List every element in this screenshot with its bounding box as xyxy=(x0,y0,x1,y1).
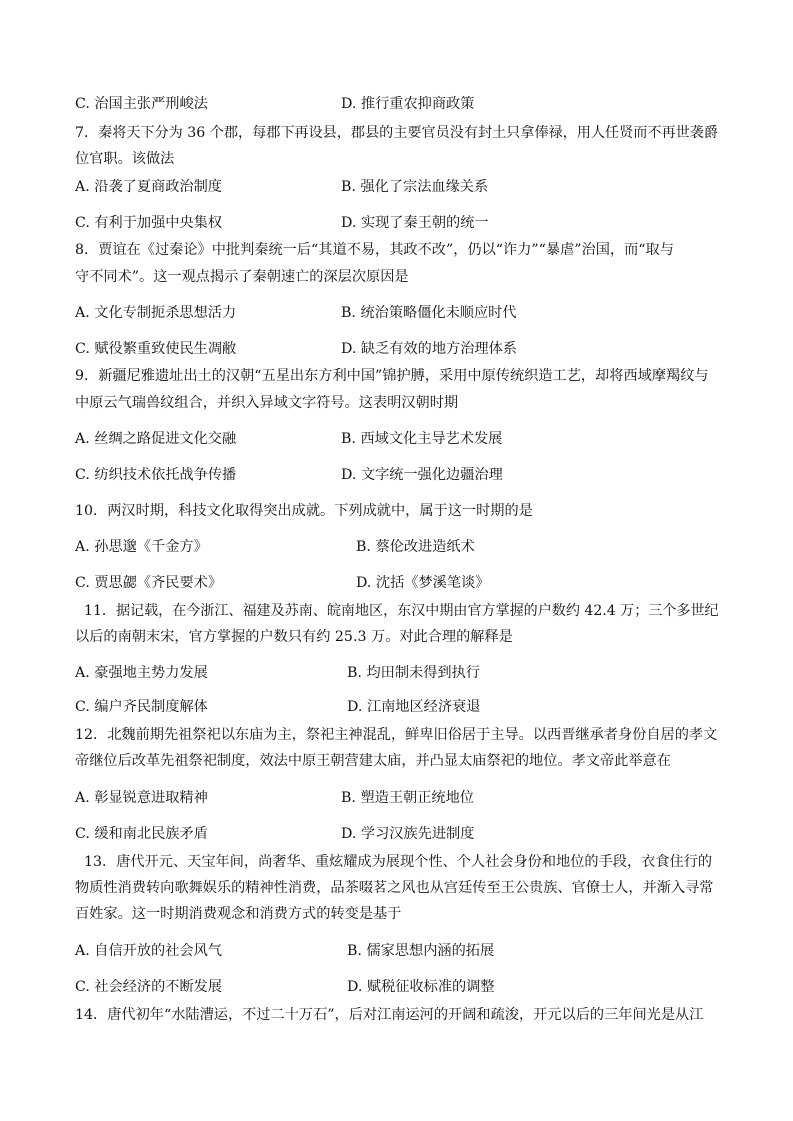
q11-option-c[interactable]: C. 编户齐民制度解体 xyxy=(75,699,208,715)
q8-option-c[interactable]: C. 赋役繁重致使民生凋敝 xyxy=(75,341,237,357)
q13-stem-line-1: 13．唐代开元、天宝年间，尚奢华、重炫耀成为展现个性、个人社会身份和地位的手段，衣食住行的 xyxy=(84,854,713,870)
q7-stem-line-1: 7．秦将天下分为 36 个郡，每郡下再设县，郡县的主要官员没有封土只拿俸禄，用人任贤而不再世袭爵 xyxy=(75,125,718,141)
q10-option-c[interactable]: C. 贾思勰《齐民要术》 xyxy=(75,575,223,591)
q12-stem-line-1: 12．北魏前期先祖祭祀以东庙为主，祭祀主神混乱，鲜卑旧俗居于主导。以西晋继承者身份自居的孝文 xyxy=(75,727,718,743)
q10-stem-line-1: 10．两汉时期，科技文化取得突出成就。下列成就中，属于这一时期的是 xyxy=(75,503,533,519)
q8-option-d[interactable]: D. 缺乏有效的地方治理体系 xyxy=(341,341,517,357)
q8-option-b[interactable]: B. 统治策略僵化未顺应时代 xyxy=(341,305,517,321)
q12-option-d[interactable]: D. 学习汉族先进制度 xyxy=(341,826,475,842)
q12-option-c[interactable]: C. 缓和南北民族矛盾 xyxy=(75,826,208,842)
q8-stem-line-2: 守不同术”。这一观点揭示了秦朝速亡的深层次原因是 xyxy=(75,269,409,285)
q11-option-a[interactable]: A. 豪强地主势力发展 xyxy=(75,665,208,681)
q9-option-b[interactable]: B. 西域文化主导艺术发展 xyxy=(341,431,503,447)
q9-stem-line-2: 中原云气瑞兽纹组合，并织入异域文字符号。这表明汉朝时期 xyxy=(75,395,459,411)
q13-option-d[interactable]: D. 赋税征收标准的调整 xyxy=(347,979,495,995)
q8-option-a[interactable]: A. 文化专制扼杀思想活力 xyxy=(75,305,237,321)
q14-stem-line-1: 14．唐代初年“水陆漕运，不过二十万石”，后对江南运河的开阔和疏浚，开元以后的三年间光是从江 xyxy=(75,1007,704,1023)
q9-option-d[interactable]: D. 文字统一强化边疆治理 xyxy=(341,467,503,483)
q11-stem-line-2: 以后的南朝末宋，官方掌握的户数只有约 25.3 万。对此合理的解释是 xyxy=(75,629,513,645)
q7-option-a[interactable]: A. 沿袭了夏商政治制度 xyxy=(75,179,222,195)
q6-option-c[interactable]: C. 治国主张严刑峻法 xyxy=(75,96,208,112)
q9-stem-line-1: 9．新疆尼雅遗址出土的汉朝“五星出东方利中国”锦护膊，采用中原传统织造工艺，却将西域摩羯纹与 xyxy=(75,368,709,384)
q7-option-c[interactable]: C. 有利于加强中央集权 xyxy=(75,215,223,231)
q13-option-a[interactable]: A. 自信开放的社会风气 xyxy=(75,943,222,959)
q13-option-c[interactable]: C. 社会经济的不断发展 xyxy=(75,979,223,995)
q13-stem-line-2: 物质性消费转向歌舞娱乐的精神性消费，品茶啜茗之风也从宫廷传至王公贵族、官僚士人，并渐入寻常 xyxy=(75,880,714,896)
q10-option-b[interactable]: B. 蔡伦改进造纸术 xyxy=(356,539,475,555)
q7-stem-line-2: 位官职。该做法 xyxy=(75,151,175,167)
q8-stem-line-1: 8．贾谊在《过秦论》中批判秦统一后“其道不易，其政不改”，仍以“诈力”“暴虐”治国，而“取与 xyxy=(75,242,674,258)
q12-option-b[interactable]: B. 塑造王朝正统地位 xyxy=(341,790,474,806)
q10-option-a[interactable]: A. 孙思邈《千金方》 xyxy=(75,539,208,555)
q6-option-d[interactable]: D. 推行重农抑商政策 xyxy=(341,96,475,112)
q12-stem-line-2: 帝继位后改革先祖祭祀制度，效法中原王朝营建太庙，并凸显太庙祭祀的地位。孝文帝此举意在 xyxy=(75,753,671,769)
q11-option-d[interactable]: D. 江南地区经济衰退 xyxy=(347,699,481,715)
q9-option-c[interactable]: C. 纺织技术依托战争传播 xyxy=(75,467,237,483)
q11-option-b[interactable]: B. 均田制未得到执行 xyxy=(347,665,480,681)
q7-option-b[interactable]: B. 强化了宗法血缘关系 xyxy=(341,179,489,195)
q13-option-b[interactable]: B. 儒家思想内涵的拓展 xyxy=(347,943,495,959)
q10-option-d[interactable]: D. 沈括《梦溪笔谈》 xyxy=(356,575,490,591)
q12-option-a[interactable]: A. 彰显锐意进取精神 xyxy=(75,790,208,806)
q11-stem-line-1: 11．据记载，在今浙江、福建及苏南、皖南地区，东汉中期由官方掌握的户数约 42.4 万；三个多世纪 xyxy=(84,603,719,619)
q13-stem-line-3: 百姓家。这一时期消费观念和消费方式的转变是基于 xyxy=(75,906,402,922)
q9-option-a[interactable]: A. 丝绸之路促进文化交融 xyxy=(75,431,237,447)
q7-option-d[interactable]: D. 实现了秦王朝的统一 xyxy=(341,215,489,231)
